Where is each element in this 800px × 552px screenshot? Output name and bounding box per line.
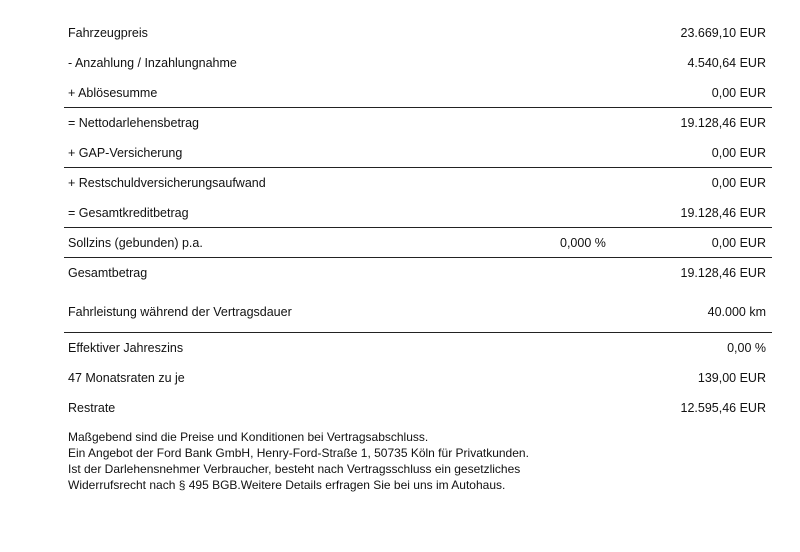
row-label: Restrate (68, 401, 116, 415)
row-nettodarlehensbetrag (64, 108, 772, 138)
row-value: 0,00 EUR (711, 146, 766, 160)
row-label: + Ablösesumme (68, 86, 158, 100)
row-value: 12.595,46 EUR (680, 401, 766, 415)
row-effektiver-jahreszins (64, 333, 772, 363)
row-gesamtbetrag (64, 258, 772, 288)
legal-note-line: Maßgebend sind die Preise und Konditionen bei Vertragsabschluss. (68, 430, 429, 444)
row-restschuldversicherung (64, 168, 772, 198)
row-restrate (64, 393, 772, 423)
row-label: 47 Monatsraten zu je (68, 371, 185, 385)
row-label: Fahrleistung während der Vertragsdauer (68, 305, 292, 319)
row-value: 4.540,64 EUR (687, 56, 766, 70)
row-value: 19.128,46 EUR (680, 116, 766, 130)
legal-note-line: Ein Angebot der Ford Bank GmbH, Henry-Ford-Straße 1, 50735 Köln für Privatkunden. (68, 446, 529, 460)
row-label: + Restschuldversicherungsaufwand (68, 176, 266, 190)
row-value: 0,00 % (727, 341, 766, 355)
row-value: 0,00 EUR (711, 236, 766, 250)
row-fahrzeugpreis (64, 18, 772, 48)
row-value: 139,00 EUR (697, 371, 766, 385)
row-label: = Nettodarlehensbetrag (68, 116, 199, 130)
row-gap-versicherung (64, 138, 772, 168)
row-value: 23.669,10 EUR (680, 26, 766, 40)
row-rate: 0,000 % (560, 236, 606, 250)
financing-summary (64, 18, 772, 493)
row-value: 40.000 km (707, 305, 766, 319)
row-value: 19.128,46 EUR (680, 206, 766, 220)
row-value: 0,00 EUR (711, 86, 766, 100)
row-abloesesumme (64, 78, 772, 108)
row-label: Gesamtbetrag (68, 266, 148, 280)
row-anzahlung (64, 48, 772, 78)
row-sollzins (64, 228, 772, 258)
row-fahrleistung (64, 288, 772, 333)
row-label: - Anzahlung / Inzahlungnahme (68, 56, 237, 70)
row-value: 19.128,46 EUR (680, 266, 766, 280)
row-value: 0,00 EUR (711, 176, 766, 190)
legal-note-line: Ist der Darlehensnehmer Verbraucher, besteht nach Vertragsschluss ein gesetzliches (68, 462, 521, 476)
row-label: + GAP-Versicherung (68, 146, 183, 160)
row-gesamtkreditbetrag (64, 198, 772, 228)
legal-note (64, 429, 772, 493)
legal-note-line: Widerrufsrecht nach § 495 BGB.Weitere Details erfragen Sie bei uns im Autohaus. (68, 478, 506, 492)
row-label: Fahrzeugpreis (68, 26, 148, 40)
row-monatsraten (64, 363, 772, 393)
row-label: = Gesamtkreditbetrag (68, 206, 189, 220)
row-label: Effektiver Jahreszins (68, 341, 184, 355)
row-label: Sollzins (gebunden) p.a. (68, 236, 203, 250)
